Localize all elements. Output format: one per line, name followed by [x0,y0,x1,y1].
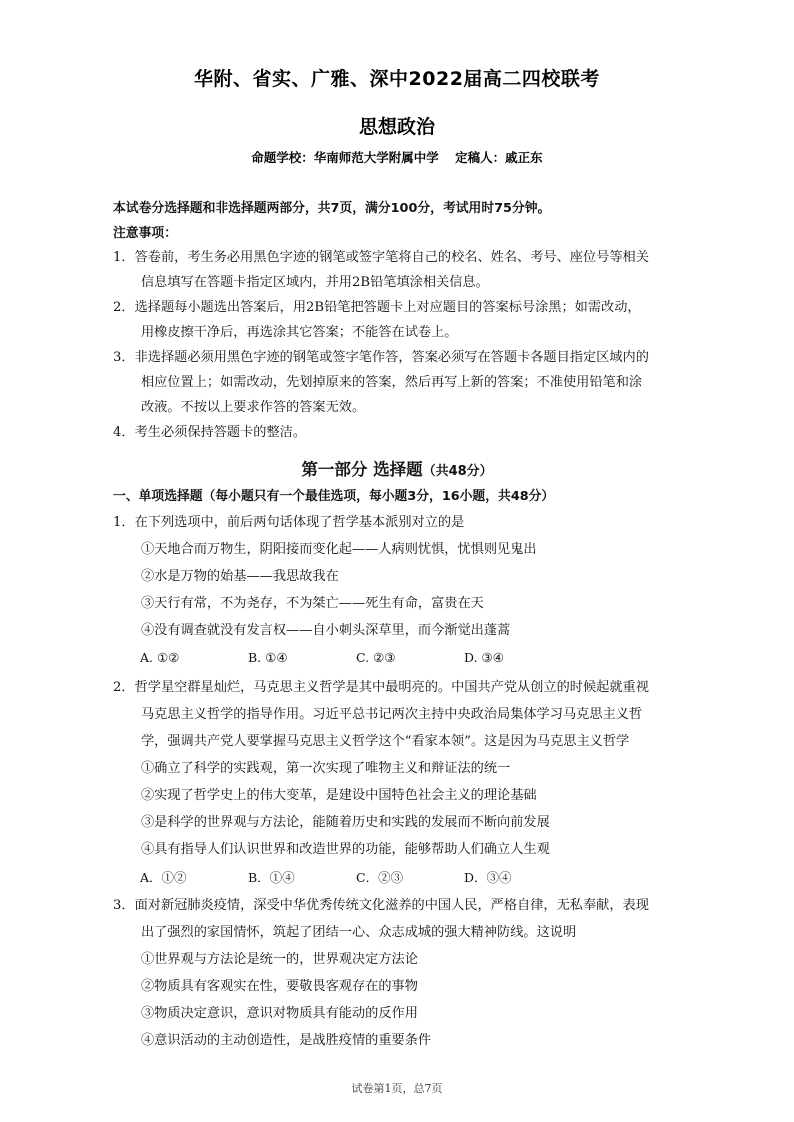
option-b: B．①④ [248,870,295,885]
option-c: C．②③ [356,870,404,885]
part-heading-note: （共48分） [422,464,493,479]
note-line: 3．非选择题必须用黑色字迹的钢笔或签字笔作答，答案必须写在答题卡各题目指定区域内的 [113,350,649,365]
question-1-item: ④没有调查就没有发言权——自小刺头深草里，而今渐觉出蓬蒿 [141,623,511,638]
exam-credits [0,148,794,166]
question-1-item: ①天地合而万物生，阴阳接而变化起——人病则忧惧，忧惧则见鬼出 [141,542,537,557]
note-line: 用橡皮擦干净后，再选涂其它答案；不能答在试卷上。 [141,325,458,340]
note-line: 2．选择题每小题选出答案后，用2B铅笔把答题卡上对应题目的答案标号涂黑；如需改动， [113,300,641,315]
option-b: B. ①④ [248,650,288,665]
note-line: 4．考生必须保持答题卡的整洁。 [113,425,307,440]
question-2-item: ②实现了哲学史上的伟大变革，是建设中国特色社会主义的理论基础 [141,788,537,803]
option-c: C. ②③ [356,650,396,665]
note-line: 信息填写在答题卡指定区域内，并用2B铅笔填涂相关信息。 [141,275,489,290]
question-2-stem: 马克思主义哲学的指导作用。习近平总书记两次主持中央政治局集体学习马克思主义哲 [141,707,643,722]
option-a: A．①② [140,870,187,885]
question-3-item: ②物质具有客观实在性，要敬畏客观存在的事物 [141,979,418,994]
exam-summary: 本试卷分选择题和非选择题两部分，共7页，满分100分，考试用时75分钟。 [113,201,551,216]
subject-title: 思想政治 [358,116,435,138]
question-1-stem: 1．在下列选项中，前后两句话体现了哲学基本派别对立的是 [113,515,465,530]
notes-title: 注意事项： [113,226,177,241]
question-2-options [140,868,572,886]
editor-label: 定稿人：戚正东 [455,150,543,165]
part-heading [0,456,794,480]
note-line: 改液。不按以上要求作答的答案无效。 [141,400,366,415]
option-d: D．③④ [464,870,512,885]
question-1-item: ③天行有常，不为尧存，不为桀亡——死生有命，富贵在天 [141,596,484,611]
question-2-stem: 学，强调共产党人要掌握马克思主义哲学这个“看家本领”。这是因为马克思主义哲学 [141,734,630,749]
question-3-stem: 3．面对新冠肺炎疫情，深受中华优秀传统文化滋养的中国人民，严格自律，无私奉献，表现 [113,898,649,913]
section-title: 一、单项选择题（每小题只有一个最佳选项，每小题3分，16小题，共48分） [113,489,555,504]
question-2-item: ③是科学的世界观与方法论，能随着历史和实践的发展而不断向前发展 [141,815,550,830]
note-line: 1．答卷前，考生务必用黑色字迹的钢笔或签字笔将自己的校名、姓名、考号、座位号等相关 [113,250,649,265]
question-3-item: ①世界观与方法论是统一的，世界观决定方法论 [141,952,418,967]
option-a: A. ①② [140,650,180,665]
question-1-item: ②水是万物的始基——我思故我在 [141,569,339,584]
question-3-item: ④意识活动的主动创造性，是战胜疫情的重要条件 [141,1033,432,1048]
question-2-stem: 2．哲学星空群星灿烂，马克思主义哲学是其中最明亮的。中国共产党从创立的时候起就重视 [113,680,649,695]
exam-title: 华附、省实、广雅、深中2022届高二四校联考 [194,68,600,90]
note-line: 相应位置上；如需改动，先划掉原来的答案，然后再写上新的答案；不准使用铅笔和涂 [141,375,643,390]
question-3-item: ③物质决定意识，意识对物质具有能动的反作用 [141,1006,418,1021]
part-heading-text: 第一部分 选择题 [301,460,423,479]
question-2-item: ①确立了科学的实践观，第一次实现了唯物主义和辩证法的统一 [141,761,511,776]
option-d: D. ③④ [464,650,504,665]
question-3-stem: 出了强烈的家国情怀，筑起了团结一心、众志成城的强大精神防线。这说明 [141,925,577,940]
question-1-options [140,650,572,665]
question-2-item: ④具有指导人们认识世界和改造世界的功能，能够帮助人们确立人生观 [141,842,550,857]
page-footer: 试卷第1页，总7页 [351,1082,443,1095]
school-label: 命题学校：华南师范大学附属中学 [251,150,439,165]
